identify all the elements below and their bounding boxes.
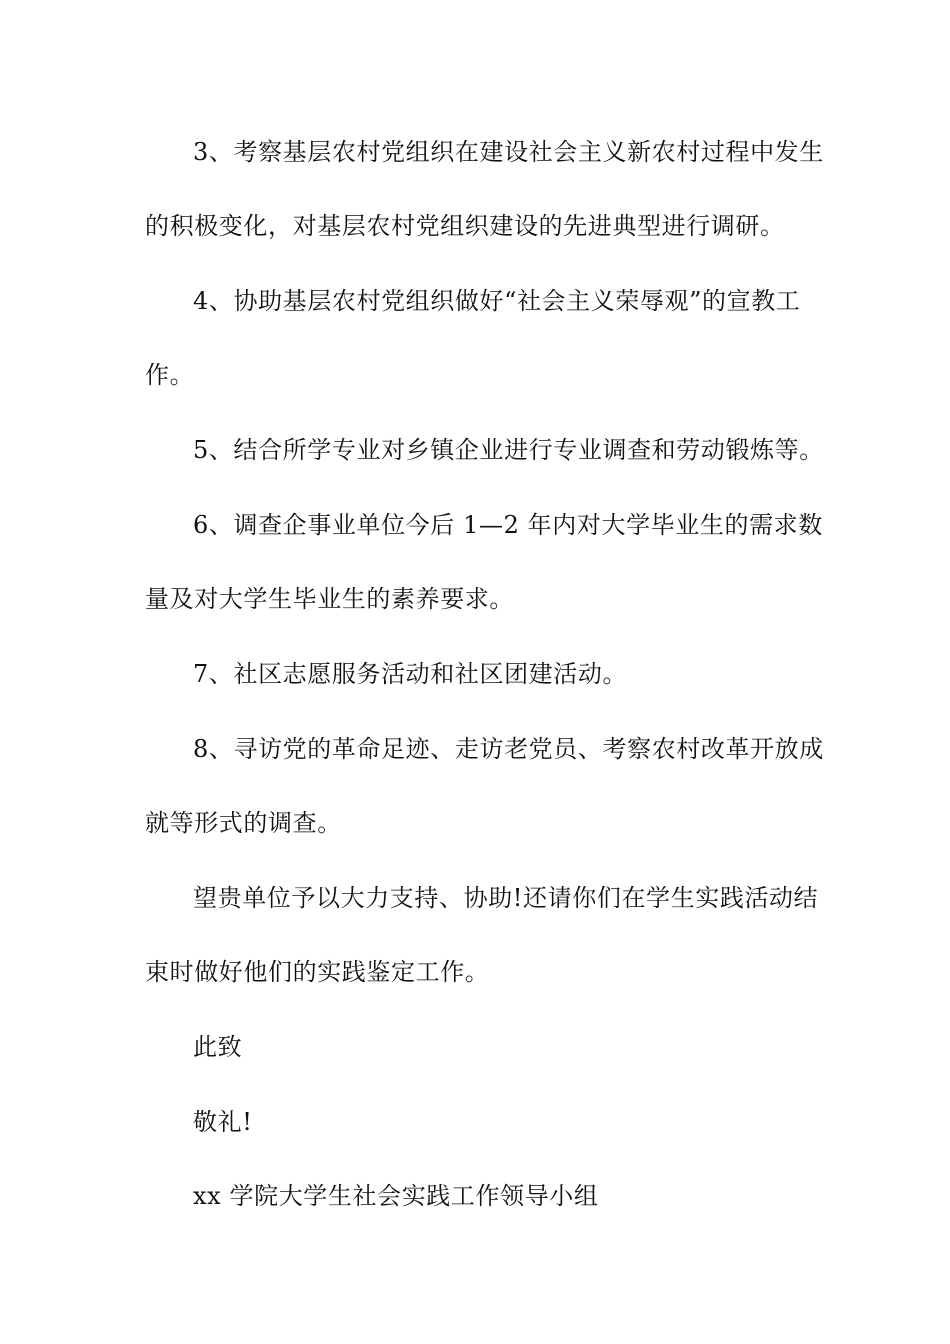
paragraph-4-line-2: 作。 <box>145 361 195 389</box>
paragraph-5-line-1: 5、结合所学专业对乡镇企业进行专业调查和劳动锻炼等。 <box>193 436 824 464</box>
paragraph-7-line-1: 7、社区志愿服务活动和社区团建活动。 <box>193 660 628 688</box>
signature-text: xx 学院大学生社会实践工作领导小组 <box>193 1182 599 1210</box>
paragraph-6-line-1: 6、调查企事业单位今后 1—2 年内对大学毕业生的需求数 <box>193 511 823 539</box>
request-paragraph-line-1: 望贵单位予以大力支持、协助!还请你们在学生实践活动结 <box>193 884 819 912</box>
salute-text: 敬礼! <box>193 1108 253 1136</box>
paragraph-3-line-1: 3、考察基层农村党组织在建设社会主义新农村过程中发生 <box>193 138 824 166</box>
paragraph-3-line-2: 的积极变化，对基层农村党组织建设的先进典型进行调研。 <box>145 212 785 240</box>
paragraph-4-line-1: 4、协助基层农村党组织做好“社会主义荣辱观”的宣教工 <box>193 287 801 315</box>
paragraph-8-line-2: 就等形式的调查。 <box>145 809 342 837</box>
paragraph-6-line-2: 量及对大学生毕业生的素养要求。 <box>145 585 514 613</box>
request-paragraph-line-2: 束时做好他们的实践鉴定工作。 <box>145 958 490 986</box>
closing-text: 此致 <box>193 1033 243 1061</box>
paragraph-8-line-1: 8、寻访党的革命足迹、走访老党员、考察农村改革开放成 <box>193 735 824 763</box>
